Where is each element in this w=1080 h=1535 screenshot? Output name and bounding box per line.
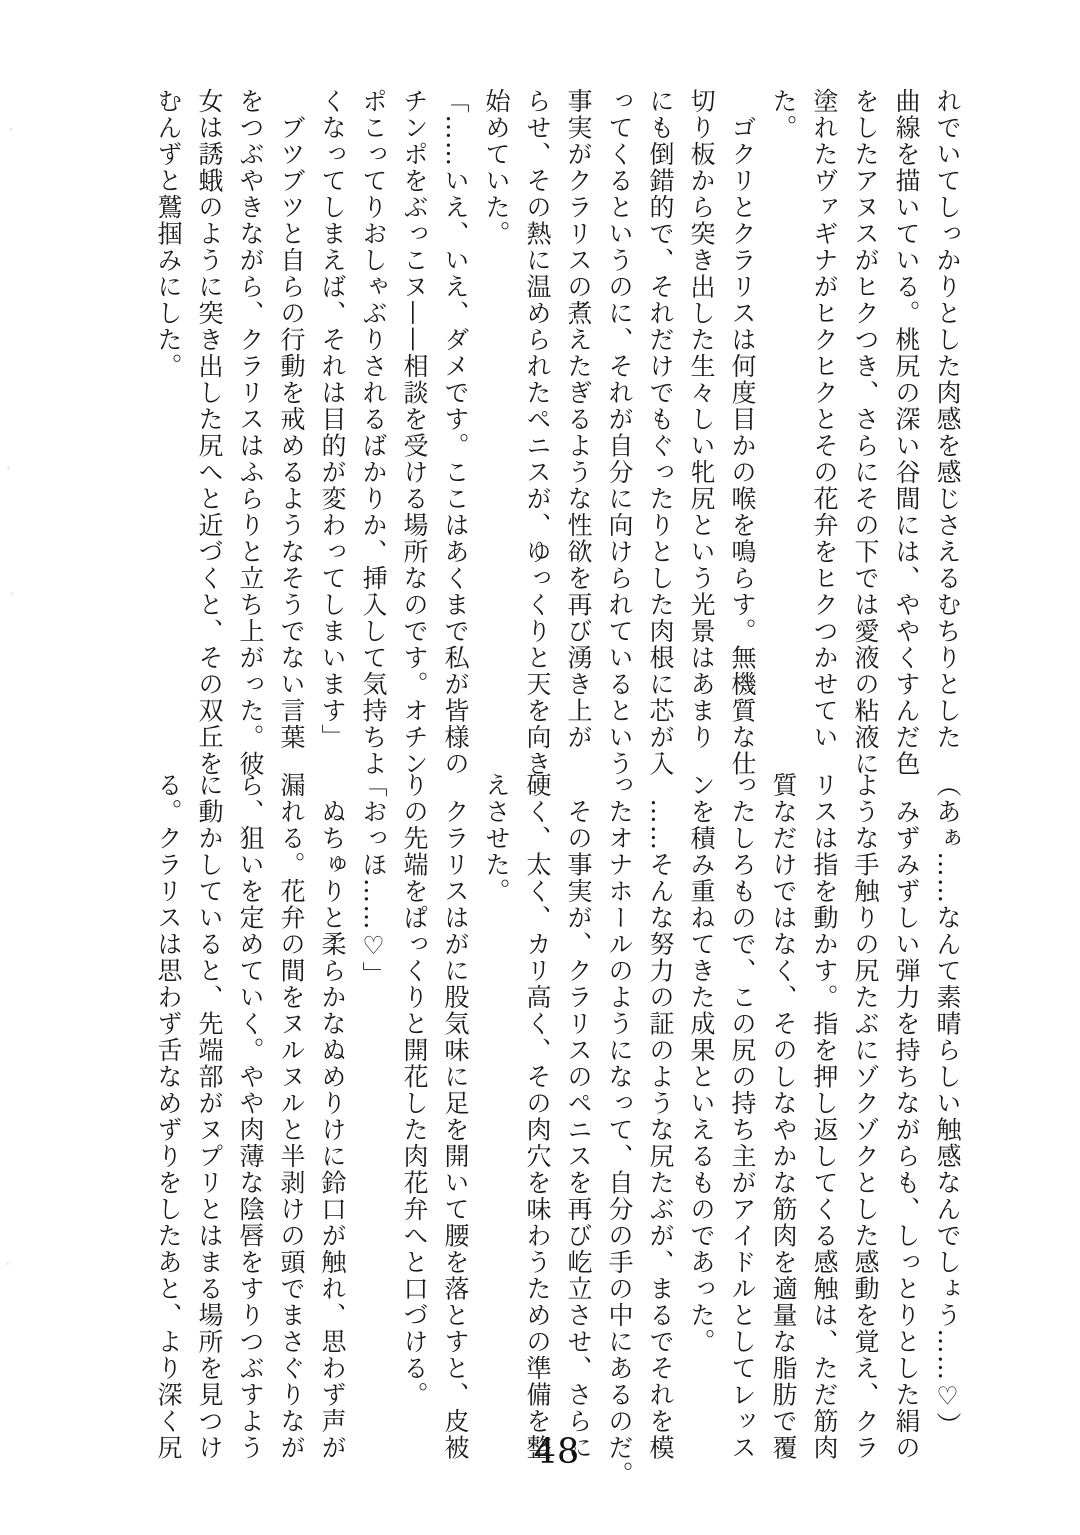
- text-column: らせ、その熱に温められたペニスが、ゆっくりと天を向き: [523, 88, 552, 777]
- text-column: ブツブツと自らの行動を戒めるようなそうでない言葉: [277, 88, 306, 751]
- text-column: 「……いえ、いえ、ダメです。ここはあくまで私が皆様の: [441, 88, 470, 777]
- text-column: ら、狙いを定めていく。やや肉薄な陰唇をすりつぶすよう: [236, 772, 265, 1461]
- text-column: 女は誘蛾のように突き出した尻へと近づくと、その双丘を: [195, 88, 224, 777]
- text-column: ゴクリとクラリスは何度目かの喉を鳴らす。無機質な仕: [728, 88, 757, 777]
- text-block-top: [148, 88, 968, 777]
- page-number: 48: [533, 1432, 581, 1472]
- text-column: ってくるというのに、それが自分に向けられているという: [605, 88, 634, 777]
- text-column: ポこってりおしゃぶりされるばかりか、挿入して気持ちよ: [359, 88, 388, 777]
- scan-speck: [11, 592, 14, 595]
- text-column: る。クラリスは思わず舌なめずりをしたあと、より深く尻: [154, 772, 183, 1461]
- text-column: その事実が、クラリスのペニスを再び屹立させ、さらに: [564, 772, 593, 1461]
- text-column: 硬く、太く、カリ高く、その肉穴を味わうための準備を整: [523, 772, 552, 1461]
- text-column: （あぁ……なんて素晴らしい触感なんでしょう……♡）: [933, 772, 962, 1439]
- scan-speck: [6, 1262, 9, 1265]
- text-column: えさせた。: [482, 772, 511, 905]
- text-column: をつぶやきながら、クラリスはふらりと立ち上がった。彼: [236, 88, 265, 777]
- text-column: 「おっほ……♡」: [359, 772, 388, 988]
- scan-speck: [9, 128, 13, 131]
- text-column: ったオナホールのようになって、自分の手の中にあるのだ。: [605, 772, 634, 1488]
- text-column: リスは指を動かす。指を押し返してくる感触は、ただ筋肉: [810, 772, 839, 1461]
- text-column: 塗れたヴァギナがヒクヒクとその花弁をヒクつかせてい: [810, 88, 839, 751]
- text-column: た。: [769, 88, 798, 141]
- text-column: ぬちゅりと柔らかなぬめりけに鈴口が触れ、思わず声が: [318, 772, 347, 1461]
- text-column: 漏れる。花弁の間をヌルヌルと半剥けの頭でまさぐりなが: [277, 772, 306, 1461]
- text-column: くなってしまえば、それは目的が変わってしまいます」: [318, 88, 347, 751]
- text-column: クラリスはがに股気味に足を開いて腰を落とすと、皮被: [441, 772, 470, 1461]
- text-column: 質なだけではなく、そのしなやかな筋肉を適量な脂肪で覆: [769, 772, 798, 1461]
- text-column: りの先端をぱっくりと開花した肉花弁へと口づける。: [400, 772, 429, 1408]
- text-column: 切り板から突き出した生々しい牝尻という光景はあまり: [687, 88, 716, 751]
- text-column: みずみずしい弾力を持ちながらも、しっとりとした絹の: [892, 772, 921, 1461]
- text-column: ったしろもので、この尻の持ち主がアイドルとしてレッス: [728, 772, 757, 1461]
- text-column: 曲線を描いている。桃尻の深い谷間には、ややくすんだ色: [892, 88, 921, 777]
- text-column: ンを積み重ねてきた成果といえるものであった。: [687, 772, 716, 1355]
- text-column: 始めていた。: [482, 88, 511, 247]
- text-column: ……そんな努力の証のような尻たぶが、まるでそれを模: [646, 772, 675, 1461]
- text-column: チンポをぶっこヌ——相談を受ける場所なのです。オチン: [400, 88, 429, 777]
- text-column: むんずと鷲掴みにした。: [154, 88, 183, 380]
- scan-speck: [7, 466, 10, 470]
- text-column: にも倒錯的で、それだけでもぐったりとした肉根に芯が入: [646, 88, 675, 777]
- text-column: に動かしていると、先端部がヌプリとはまる場所を見つけ: [195, 772, 224, 1461]
- text-column: 事実がクラリスの煮えたぎるような性欲を再び湧き上が: [564, 88, 593, 751]
- text-column: れでいてしっかりとした肉感を感じさえるむちりとした: [933, 88, 962, 751]
- text-column: をしたアヌスがヒクつき、さらにその下では愛液の粘液に: [851, 88, 880, 777]
- text-column: ような手触りの尻たぶにゾクゾクとした感動を覚え、クラ: [851, 772, 880, 1461]
